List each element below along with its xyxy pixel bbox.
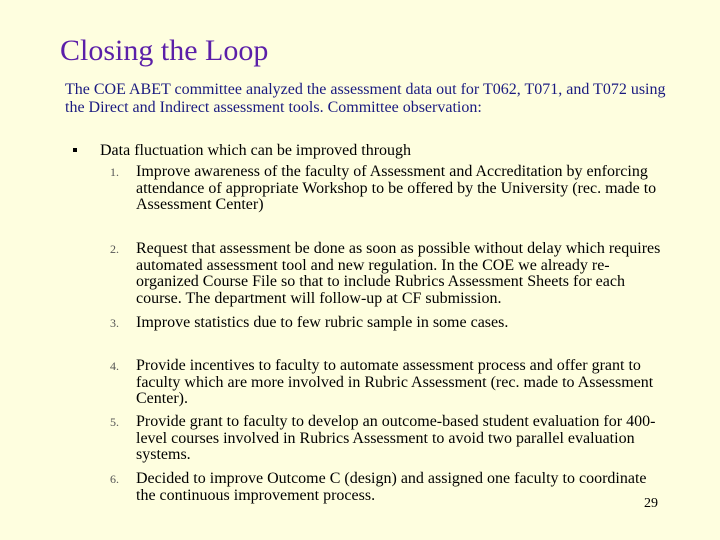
list-item-text: Improve statistics due to few rubric sample in some cases. (136, 314, 509, 331)
list-item-number: 5. (110, 415, 119, 429)
list-item-number: 1. (110, 165, 119, 179)
list-item-text: Request that assessment be done as soon as possible without delay which requires automated assessment tool and new regulation. In the COE we already re-organized Course File so that to include Rubrics Assessment Sheets for each course. The department will follow-up at CF submission. (136, 240, 661, 307)
list-item-text: Provide grant to faculty to develop an outcome-based student evaluation for 400-level courses involved in Rubrics Assessment to avoid two parallel evaluation systems. (136, 413, 656, 463)
list-item-text: Improve awareness of the faculty of Assessment and Accreditation by enforcing attendance of appropriate Workshop to be offered by the University (rec. made to Assessment Center) (136, 163, 657, 213)
list-item-number: 2. (110, 242, 119, 256)
intro-paragraph: The COE ABET committee analyzed the assessment data out for T062, T071, and T072 using the Direct and Indirect assessment tools. Committee observation: (65, 81, 666, 116)
list-item-number: 6. (110, 472, 119, 486)
page-number: 29 (644, 496, 658, 511)
slide-title: Closing the Loop (60, 34, 269, 67)
bullet-text: Data fluctuation which can be improved through (100, 142, 412, 159)
list-item-number: 3. (110, 316, 119, 330)
bullet-marker (73, 148, 77, 152)
list-item-number: 4. (110, 359, 119, 373)
list-item-text: Provide incentives to faculty to automate assessment process and offer grant to faculty which are more involved in Rubric Assessment (rec. made to Assessment Center). (136, 357, 654, 407)
list-item-text: Decided to improve Outcome C (design) and assigned one faculty to coordinate the continuous improvement process. (136, 470, 647, 504)
